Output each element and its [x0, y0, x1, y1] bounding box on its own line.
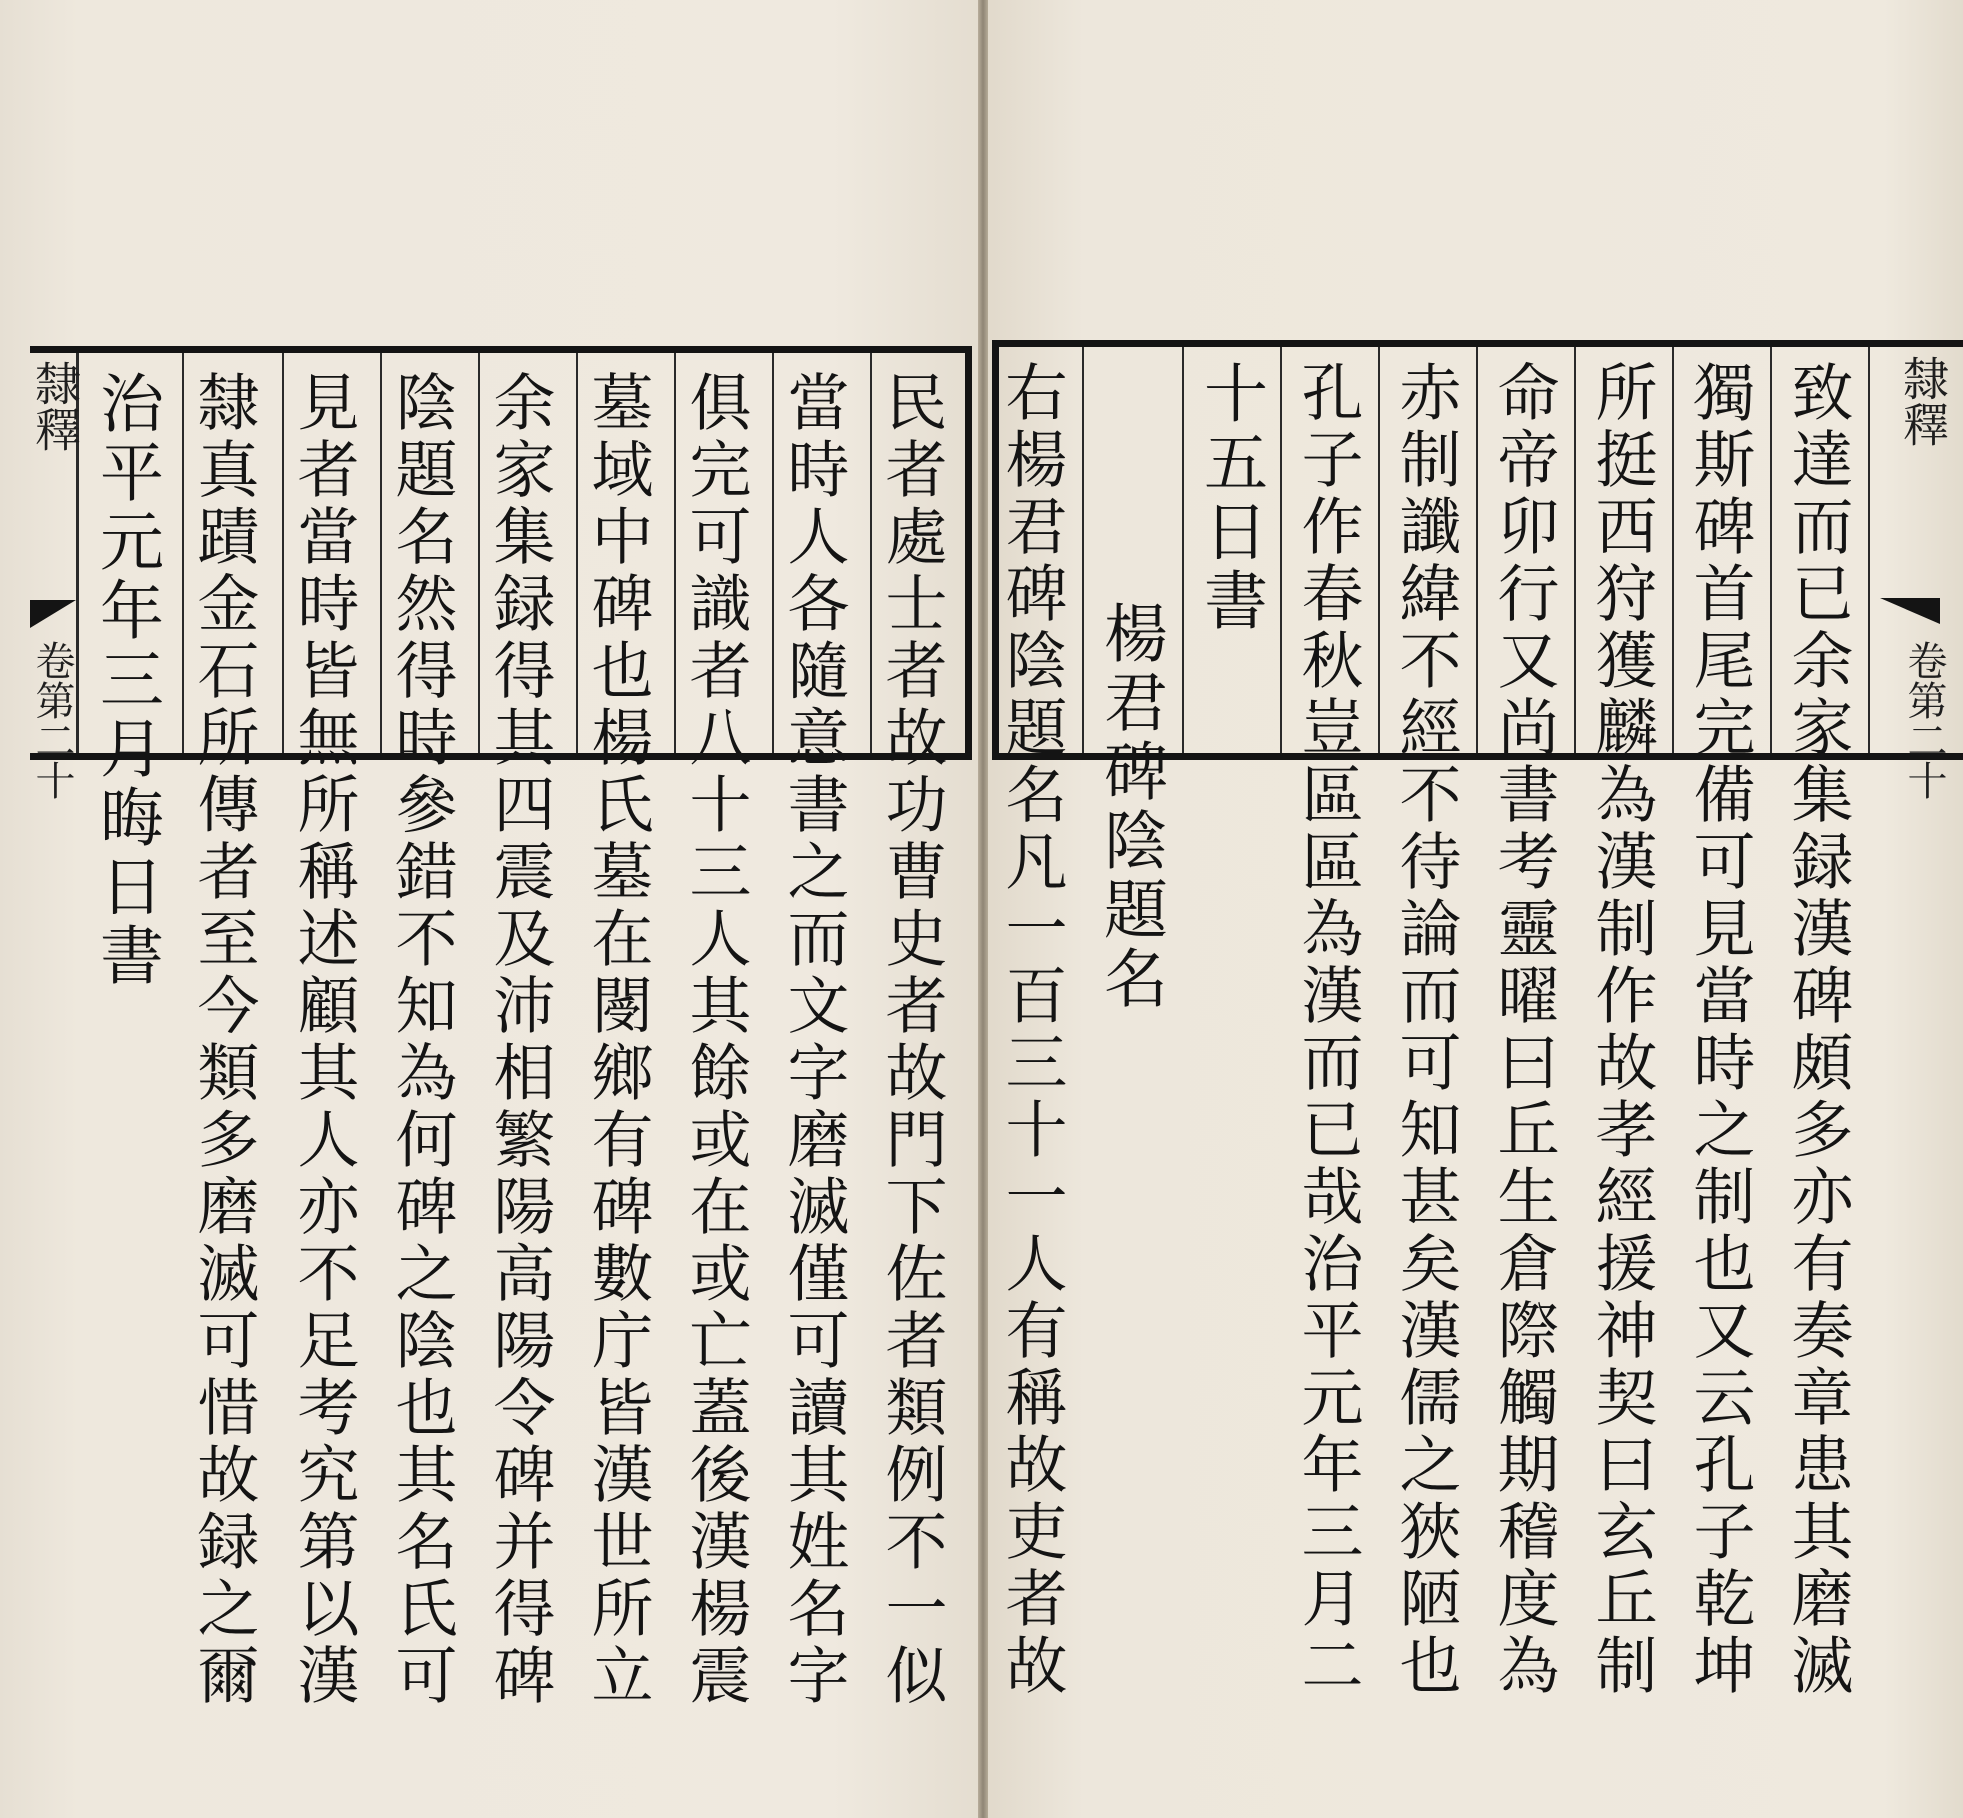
column-rule — [380, 353, 382, 753]
center-margin-volume: 卷第二十 — [29, 640, 75, 800]
fishtail-mark — [1880, 598, 1940, 624]
book-spine — [978, 0, 988, 1818]
column-rule — [282, 353, 284, 753]
column-rule — [576, 353, 578, 753]
text-column: 孔子作春秋豈區區為漢而已哉治平元年三月二 — [1291, 360, 1364, 1700]
column-rule — [1574, 347, 1576, 753]
text-column: 隸真蹟金石所傳者至今類多磨滅可惜故録之爾 — [187, 370, 260, 1710]
text-column: 俱完可識者八十三人其餘或在或亡蓋後漢楊震 — [679, 370, 752, 1710]
text-column: 命帝卯行又尚書考靈曜曰丘生倉際觸期稽度為 — [1487, 360, 1560, 1700]
fishtail-mark — [30, 600, 76, 628]
column-rule — [1182, 347, 1184, 753]
column-rule — [772, 353, 774, 753]
column-rule — [870, 353, 872, 753]
column-rule — [478, 353, 480, 753]
column-rule — [1868, 347, 1870, 753]
center-margin-title: 隸釋 — [1896, 355, 1950, 447]
text-column: 右楊君碑陰題名凡一百三十一人有稱故吏者故 — [995, 360, 1068, 1700]
center-margin-title: 隸釋 — [28, 360, 82, 452]
column-rule — [182, 353, 184, 753]
column-rule — [1770, 347, 1772, 753]
text-column: 陰題名然得時參錯不知為何碑之陰也其名氏可 — [385, 370, 458, 1710]
inscription-heading: 楊君碑陰題名 — [1093, 600, 1167, 1014]
text-column: 所挺西狩獲麟為漢制作故孝經援神契曰玄丘制 — [1585, 360, 1658, 1700]
text-column: 民者處士者故功曹史者故門下佐者類例不一似 — [875, 370, 948, 1710]
text-column: 見者當時皆無所稱述顧其人亦不足考究第以漢 — [287, 370, 360, 1710]
column-rule — [1476, 347, 1478, 753]
column-rule — [1672, 347, 1674, 753]
text-column: 余家集録得其四震及沛相繁陽高陽令碑并得碑 — [483, 370, 556, 1710]
center-margin-volume: 卷第二十 — [1901, 640, 1947, 800]
text-column: 致達而已余家集録漢碑頗多亦有奏章患其磨滅 — [1781, 360, 1854, 1700]
text-column: 治平元年三月晦日書 — [89, 370, 163, 991]
column-rule — [1378, 347, 1380, 753]
text-column: 赤制讖緯不經不待論而可知甚矣漢儒之狹陋也 — [1389, 360, 1462, 1700]
column-rule — [1082, 347, 1084, 753]
column-rule — [674, 353, 676, 753]
column-rule — [1280, 347, 1282, 753]
text-column: 墓域中碑也楊氏墓在閿鄉有碑數庁皆漢世所立 — [581, 370, 654, 1710]
text-column: 獨斯碑首尾完備可見當時之制也又云孔子乾坤 — [1683, 360, 1756, 1700]
text-column: 當時人各隨意書之而文字磨滅僅可讀其姓名字 — [777, 370, 850, 1710]
text-column: 十五日書 — [1193, 360, 1267, 636]
